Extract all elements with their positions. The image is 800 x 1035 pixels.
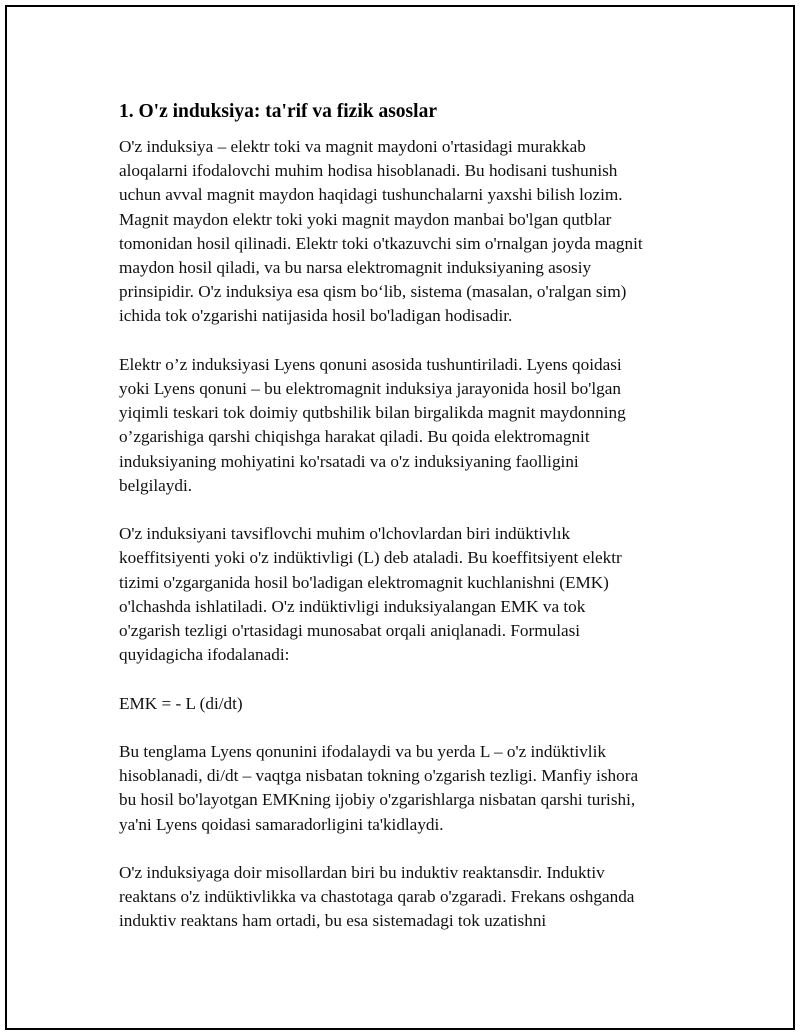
text-line: prinsipidir. O'z induksiya esa qism bo‘lib, sistema (masalan, o'ralgan sim) <box>119 282 627 302</box>
text-line: yoki Lyens qonuni – bu elektromagnit induksiya jarayonida hosil bo'lgan <box>119 379 621 399</box>
paragraph-self-induction-definition <box>119 135 704 329</box>
text-line: koeffitsiyenti yoki o'z indüktivligi (L) deb ataladi. Bu koeffitsiyent elektr <box>119 548 622 568</box>
text-line: o'zgarish tezligi o'rtasidagi munosabat orqali aniqlanadi. Formulasi <box>119 621 581 641</box>
text-line: induksiyaning mohiyatini ko'rsatadi va o'z induksiyaning faolligini <box>119 451 579 471</box>
formula-line: EMK = - L (di/dt) <box>119 693 243 713</box>
text-line: o'lchashda ishlatiladi. O'z indüktivligi induksiyalangan EMK va tok <box>119 596 586 616</box>
text-line: uchun avval magnit maydon haqidagi tushunchalarni yaxshi bilish lozim. <box>119 185 623 205</box>
text-line: Magnit maydon elektr toki yoki magnit maydon manbai bo'lgan qutblar <box>119 209 612 229</box>
text-line: Bu tenglama Lyens qonunini ifodalaydi va bu yerda L – o'z indüktivlik <box>119 742 606 762</box>
paragraph-lenz-law <box>119 353 704 498</box>
text-line: reaktans o'z indüktivlikka va chastotaga qarab o'zgaradi. Frekans oshganda <box>119 887 635 907</box>
text-line: O'z induksiyani tavsiflovchi muhim o'lchovlardan biri indüktivlık <box>119 524 571 544</box>
text-line: quyidagicha ifodalanadi: <box>119 645 290 665</box>
text-line: ichida tok o'zgarishi natijasida hosil bo'ladigan hodisadir. <box>119 306 513 326</box>
document-content <box>119 99 704 958</box>
paragraph-inductance-coefficient <box>119 522 704 667</box>
text-line: yiqimli teskari tok doimiy qutbshilik bilan birgalikda magnit maydonning <box>119 403 626 423</box>
section-heading: 1. O'z induksiya: ta'rif va fizik asoslar <box>119 101 437 122</box>
text-line: induktiv reaktans ham ortadi, bu esa sistemadagi tok uzatishni <box>119 911 547 931</box>
paragraph-equation-explanation <box>119 740 704 837</box>
text-line: maydon hosil qiladi, va bu narsa elektromagnit induksiyaning asosiy <box>119 258 592 278</box>
text-line: o’zgarishiga qarshi chiqishga harakat qiladi. Bu qoida elektromagnit <box>119 427 590 447</box>
paragraph-inductive-reactance <box>119 861 704 934</box>
paragraph-formula <box>119 692 704 716</box>
text-line: tomonidan hosil qilinadi. Elektr toki o'tkazuvchi sim o'rnalgan joyda magnit <box>119 233 643 253</box>
document-page <box>5 5 795 1030</box>
text-line: O'z induksiyaga doir misollardan biri bu induktiv reaktansdir. Induktiv <box>119 863 605 883</box>
text-line: hisoblanadi, di/dt – vaqtga nisbatan tokning o'zgarish tezligi. Manfiy ishora <box>119 766 639 786</box>
text-line: O'z induksiya – elektr toki va magnit maydoni o'rtasidagi murakkab <box>119 137 586 156</box>
text-line: aloqalarni ifodalovchi muhim hodisa hisoblanadi. Bu hodisani tushunish <box>119 161 618 181</box>
text-line: belgilaydi. <box>119 475 193 495</box>
text-line: Elektr o’z induksiyasi Lyens qonuni asosida tushuntiriladi. Lyens qoidasi <box>119 354 622 374</box>
text-line: ya'ni Lyens qoidasi samaradorligini ta'kidlaydi. <box>119 814 444 834</box>
text-line: bu hosil bo'layotgan EMKning ijobiy o'zgarishlarga nisbatan qarshi turishi, <box>119 790 636 810</box>
text-line: tizimi o'zgarganida hosil bo'ladigan elektromagnit kuchlanishni (EMK) <box>119 572 609 592</box>
